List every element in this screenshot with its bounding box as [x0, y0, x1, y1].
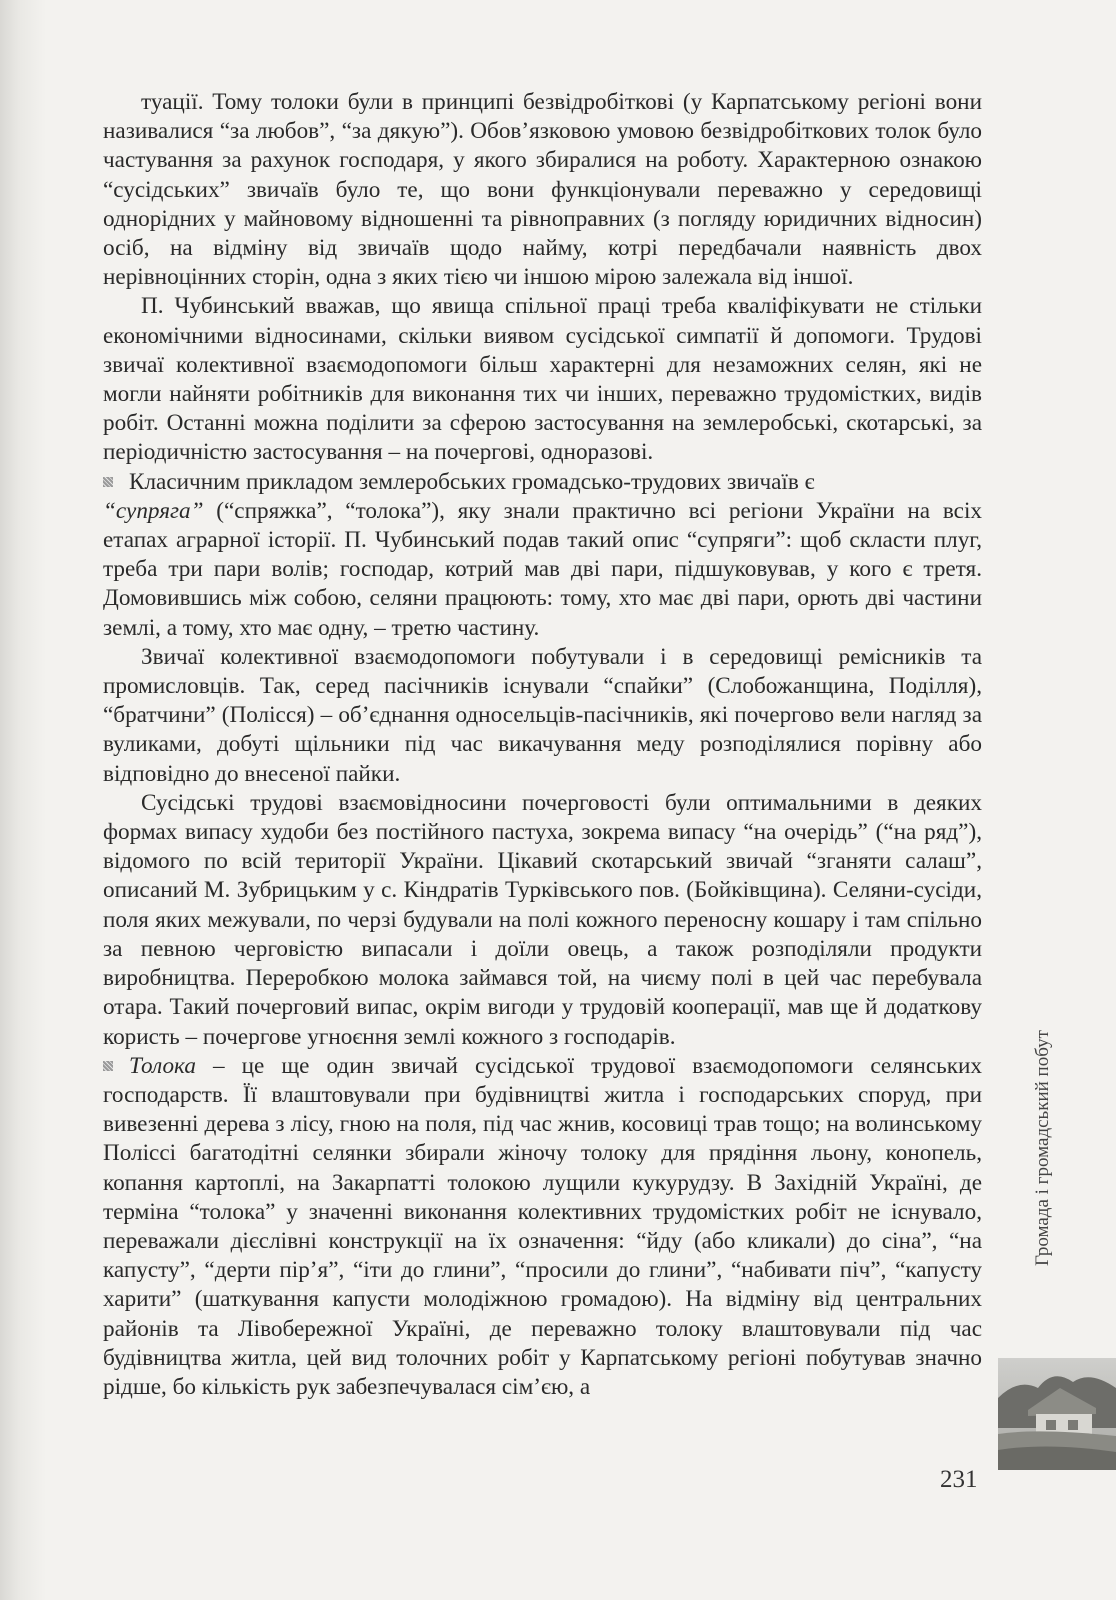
paragraph-1-text: туації. Тому толоки були в принципі безвідробіткові (у Карпатському регіоні вони називалися “за любов”, “за дякую”). Обов’язковою умовою безвідробіткових толок було частування за рахунок господаря, у якого збиралися на роботу. Характерною ознакою “сусідських” звичаїв було те, що вони функціонували переважно у середовищі однорідних у майновому відношенні та рівноправних (з погляду юридичних відносин) осіб, на відміну від звичаїв щодо найму, котрі передбачали наявність двох нерівноцінних сторін, одна з яких тією чи іншою мірою залежала від іншої.: [103, 89, 982, 291]
paragraph-3: [103, 468, 982, 643]
paragraph-4: [103, 643, 982, 789]
section-side-title: [1030, 998, 1056, 1298]
page-spine-shadow: [0, 0, 46, 1600]
paragraph-3-term: “супряга”: [103, 497, 204, 524]
paragraph-5: [103, 789, 982, 1052]
paragraph-3-text: (“спряжка”, “толока”), яку знали практично всі регіони України на всіх етапах аграрної історії. П. Чубинський подав такий опис “супряги”: щоб скласти плуг, треба три пари волів; господар, котрий мав дві пари, підшуковував, у кого є третя. Домовившись між собою, селяни працюють: тому, хто має дві пари, орють дві частини землі, а тому, хто має одну, – третю частину.: [103, 497, 982, 641]
paragraph-2-text: П. Чубинський вважав, що явища спільної праці треба кваліфікувати не стільки економічними відносинами, скільки виявом сусідської симпатії й допомоги. Трудові звичаї колективної взаємодопомоги більш характерні для незаможних селян, які не могли найняти робітників для виконання тих чи інших, переважно трудомістких, видів робіт. Останні можна поділити за сферою застосування на землеробські, скотарські, за періодичністю застосування – на почергові, одноразові.: [103, 293, 982, 466]
square-bullet-icon: [103, 477, 113, 487]
paragraph-1: [103, 88, 982, 292]
page-number: 231: [940, 1466, 978, 1493]
section-title-text: Громада і громадський побут: [1032, 1030, 1054, 1266]
village-house-thumbnail: [998, 1358, 1116, 1470]
square-bullet-icon: [103, 1061, 113, 1071]
paragraph-4-text: Звичаї колективної взаємодопомоги побутували і в середовищі ремісників та промисловців. Так, серед пасічників існували “спайки” (Слобожанщина, Поділля), “братчини” (Полісся) – об’єднання односельців-пасічників, які почергово вели нагляд за вуликами, добуті щільники під час викачування меду розподілялися порівну або відповідно до внесеної пайки.: [103, 643, 982, 787]
main-text: [103, 88, 982, 1402]
paragraph-6: [103, 1052, 982, 1402]
paragraph-6-text: – це ще один звичай сусідської трудової взаємодопомоги селянських господарств. Її влаштовували при будівництві житла і господарських споруд, при вивезенні дерева з лісу, гною на поля, під час жнив, косовиці трав тощо; на волинському Поліссі багатодітні селянки збирали жіночу толоку для прядіння льону, конопель, копання картоплі, на Закарпатті толокою лущили кукурудзу. В Західній Україні, де терміна “толока” у значенні виконання колективних трудомістких робіт не існувало, переважали дієслівні конструкції на їх означення: “йду (або кликали) до сіна”, “на капусту”, “дерти пір’я”, “іти до глини”, “просили до глини”, “набивати піч”, “капусту харити” (шаткування капусти молодіжною громадою). На відміну від центральних районів та Лівобережної Україні, де переважно толоку влаштовували під час будівництва житла, цей вид толочних робіт у Карпатському регіоні побутував значно рідше, бо кількість рук забезпечувалася сім’єю, а: [103, 1052, 982, 1400]
paragraph-2: [103, 292, 982, 467]
paragraph-3-lead: Класичним прикладом землеробських громадсько-трудових звичаїв є: [129, 468, 815, 495]
paragraph-5-text: Сусідські трудові взаємовідносини почерговості були оптимальними в деяких формах випасу худоби без постійного пастуха, зокрема випасу “на очерідь” (“на ряд”), відомого по всій території України. Цікавий скотарський звичай “зганяти салаш”, описаний М. Зубрицьким у с. Кіндратів Турківського пов. (Бойківщина). Селяни-сусіди, поля яких межували, по черзі будували на полі кожного переносну кошару і там спільно за певною черговістю випасали і доїли овець, а також розподіляли продукти виробництва. Переробкою молока займався той, на чиєму полі в цей час перебувала отара. Такий почерговий випас, окрім вигоди у трудовій кооперації, мав ще й додаткову користь – почергове угноєння землі кожного з господарів.: [103, 789, 982, 1050]
paragraph-6-term: Толока: [129, 1052, 196, 1079]
